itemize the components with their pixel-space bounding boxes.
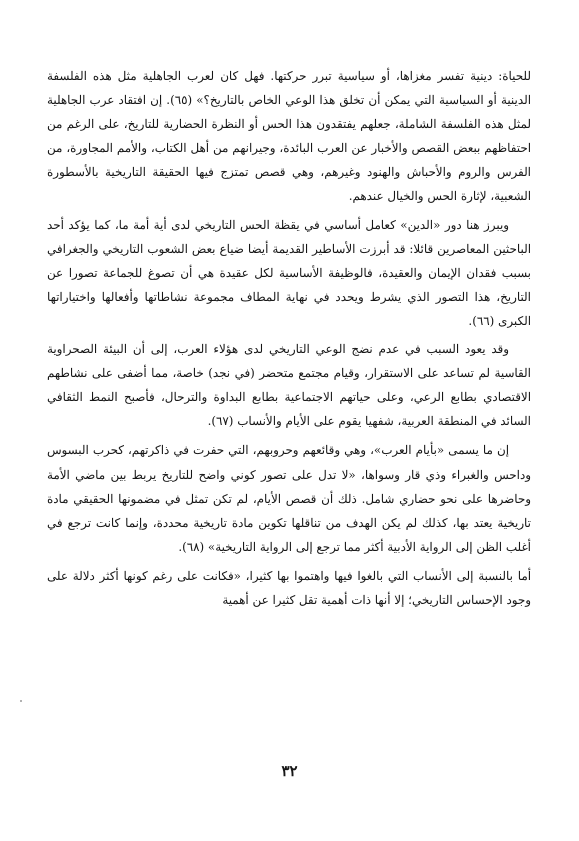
paragraph-4: إن ما يسمى «بأيام العرب»، وهي وقائعهم وحروبهم، التي حفرت في ذاكرتهم، كحرب البسوس وداحس والغبراء وذي قار وسواها، «لا تدل على تصور كوني واضح للتاريخ يربط بين ماضي الأمة وحاضرها على نحو حضاري شامل. ذلك أن قصص الأيام، لم تكن تمثل في مضمونها الحقيقي مادة تاريخية يعتد بها، كذلك لم يكن الهدف من تناقلها تكوين مادة تاريخية محددة، وإنما كانت ترجع في أغلب الظن إلى الرواية الأدبية أكثر مما ترجع إلى الرواية التاريخية» (٦٨). [47, 443, 531, 554]
paragraph-3: وقد يعود السبب في عدم نضج الوعي التاريخي لدى هؤلاء العرب، إلى أن البيئة الصحراوية القاسية لم تساعد على الاستقرار، وقيام مجتمع متحضر (في نجد) خاصة، مما أضفى على نشاطهم الاقتصادي بطابع الرعي، وعلى حياتهم الاجتماعية بطابع البداوة والترحال، فأصبح النمط الثقافي السائد في المنطقة العربية، شفهيا يقوم على الأيام والأنساب (٦٧). [47, 342, 531, 429]
paragraph-5: أما بالنسبة إلى الأنساب التي بالغوا فيها واهتموا بها كثيرا، «فكانت على رغم كونها أكثر دلالة على وجود الإحساس التاريخي؛ إلا أنها ذات أهمية تقل كثيرا عن أهمية [47, 568, 531, 607]
page-number: ٣٢ [281, 762, 298, 780]
scan-speck [20, 700, 22, 702]
paragraph-1: للحياة: دينية تفسر مغزاها، أو سياسية تبرر حركتها. فهل كان لعرب الجاهلية مثل هذه الفلسفة الدينية أو السياسية التي يمكن أن تخلق هذا الوعي الخاص بالتاريخ؟» (٦٥). إن افتقاد عرب الجاهلية لمثل هذه الفلسفة الشاملة، جعلهم يفتقدون هذا الحس أو النظرة الحضارية للتاريخ، على الرغم من احتفاظهم ببعض القصص والأخبار عن العرب البائدة، وجيرانهم من أهل الكتاب، والأمم المجاورة، من الفرس والروم والأحباش والهنود وغيرهم، وهي قصص تمتزج فيها الحقيقة التاريخية بالأسطورة الشعبية، لإثارة الحس والخيال عندهم. [47, 69, 531, 204]
paragraph-2: ويبرز هنا دور «الدين» كعامل أساسي في يقظة الحس التاريخي لدى أية أمة ما، كما يؤكد أحد الباحثين المعاصرين قائلا: قد أبرزت الأساطير القديمة أيضا ضياع بعض الشعوب التاريخي والجغرافي بسبب فقدان الإيمان والعقيدة، فالوظيفة الأساسية لكل عقيدة هي أن تصوغ للجماعة تصورا عن التاريخ، هذا التصور الذي يشرط ويحدد في نهاية المطاف مجموعة نشاطاتها وأفعالها واختياراتها الكبرى (٦٦). [47, 217, 531, 328]
page-body [47, 64, 531, 612]
